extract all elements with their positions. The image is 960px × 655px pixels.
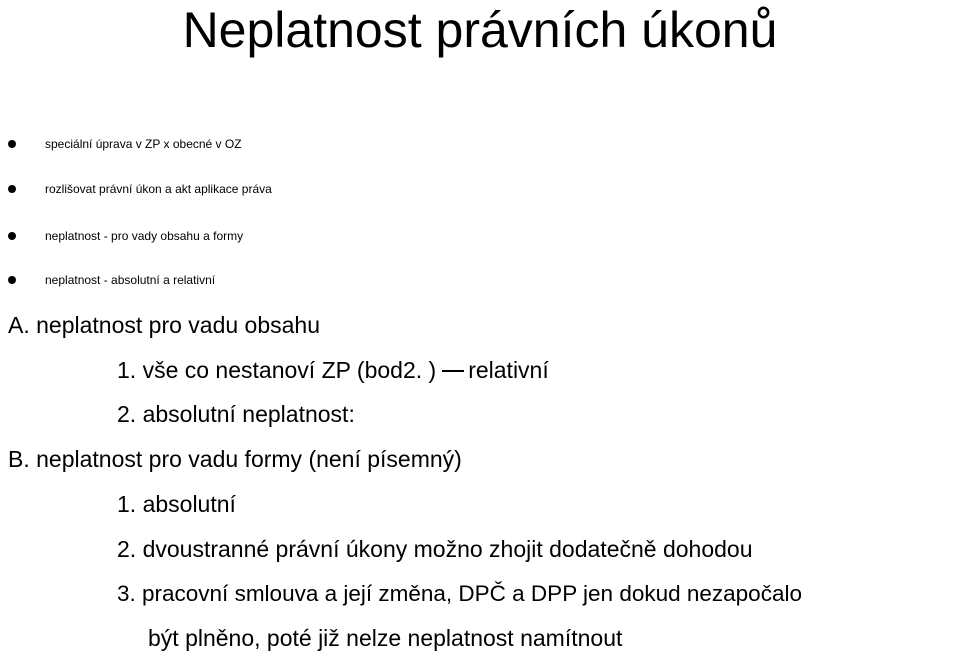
list-item-text: rozlišovat právní úkon a akt aplikace práva <box>45 182 272 196</box>
list-item <box>0 266 960 294</box>
section-b-item-3: 3. pracovní smlouva a její změna, DPČ a DPP jen dokud nezapočalo <box>117 581 802 606</box>
list-item-text: neplatnost - absolutní a relativní <box>45 273 216 287</box>
bullet-icon <box>8 276 16 284</box>
section-a-heading: A. neplatnost pro vadu obsahu <box>8 312 321 338</box>
bullet-icon <box>8 140 16 148</box>
section-a-item-2: 2. absolutní neplatnost: <box>117 401 355 427</box>
section-a-item-1 <box>117 356 549 384</box>
section-b-item-1: 1. absolutní <box>117 491 236 517</box>
list-item-text: neplatnost - pro vady obsahu a formy <box>45 229 244 243</box>
list-item <box>0 175 960 203</box>
list-item-text: speciální úprava v ZP x obecné v OZ <box>45 137 242 151</box>
list-item <box>0 222 960 250</box>
bullet-icon <box>8 185 16 193</box>
page-title: Neplatnost právních úkonů <box>182 2 778 58</box>
section-a-item-1-suffix: relativní <box>468 357 549 383</box>
section-b-heading: B. neplatnost pro vadu formy (není písemný) <box>8 446 462 472</box>
bullet-icon <box>8 232 16 240</box>
section-a-item-1-text: 1. vše co nestanoví ZP (bod2. ) <box>117 357 437 383</box>
dash-icon <box>442 370 464 372</box>
section-b-item-2: 2. dvoustranné právní úkony možno zhojit dodatečně dohodou <box>117 536 753 562</box>
section-b-item-3-continuation: být plněno, poté již nelze neplatnost namítnout <box>148 625 623 651</box>
list-item <box>0 130 960 158</box>
